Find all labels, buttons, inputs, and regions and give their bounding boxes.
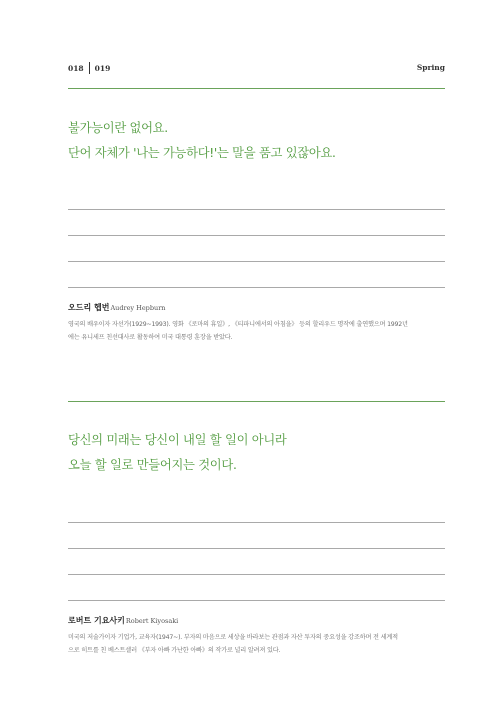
bio-line: 영국의 배우이자 자선가(1929~1993). 영화 《로마의 휴일》, 《티파니에서의 아침을》 등의 할리우드 명작에 출연했으며 1992년: [68, 321, 408, 328]
quote-block-2: [68, 428, 287, 478]
writing-line: [68, 261, 445, 262]
author-name-2: [68, 615, 178, 626]
bio-line: 으로 히트를 친 베스트셀러 《부자 아빠 가난한 아빠》의 작가로 널리 알려져 있다.: [68, 647, 281, 654]
author-name-1: [68, 302, 166, 313]
quote-line: 오늘 할 일로 만들어지는 것이다.: [68, 458, 237, 472]
section-divider: [68, 401, 445, 402]
writing-line: [68, 235, 445, 236]
author-bio-2: [68, 631, 448, 657]
page-number-divider: [89, 62, 90, 74]
writing-line: [68, 548, 445, 549]
writing-line: [68, 209, 445, 210]
page-header: [68, 60, 445, 74]
author-name-english: Robert Kiyosaki: [125, 617, 179, 625]
writing-line: [68, 600, 445, 601]
page-numbers: [68, 63, 110, 75]
quote-line: 불가능이란 없어요.: [68, 121, 168, 135]
writing-line: [68, 287, 445, 288]
writing-line: [68, 522, 445, 523]
quote-block-1: [68, 116, 336, 166]
author-name-english: Audrey Hepburn: [110, 304, 166, 312]
author-name-korean: 오드리 헵번: [68, 303, 110, 312]
quote-line: 당신의 미래는 당신이 내일 할 일이 아니라: [68, 433, 287, 447]
author-bio-1: [68, 318, 448, 344]
author-name-korean: 로버트 기요사키: [68, 616, 125, 625]
bio-line: 미국의 저술가이자 기업가, 교육자(1947~). 부자의 마음으로 세상을 바라보는 관점과 자산 투자의 중요성을 강조하며 전 세계적: [68, 634, 398, 641]
bio-line: 에는 유니세프 친선대사로 활동하여 미국 대통령 훈장을 받았다.: [68, 334, 233, 341]
quote-line: 단어 자체가 '나는 가능하다!'는 말을 품고 있잖아요.: [68, 146, 336, 160]
page-number-right: 019: [94, 64, 111, 73]
chapter-title: Spring: [416, 63, 445, 72]
writing-line: [68, 574, 445, 575]
page-number-left: 018: [68, 64, 84, 73]
header-divider: [68, 88, 445, 89]
